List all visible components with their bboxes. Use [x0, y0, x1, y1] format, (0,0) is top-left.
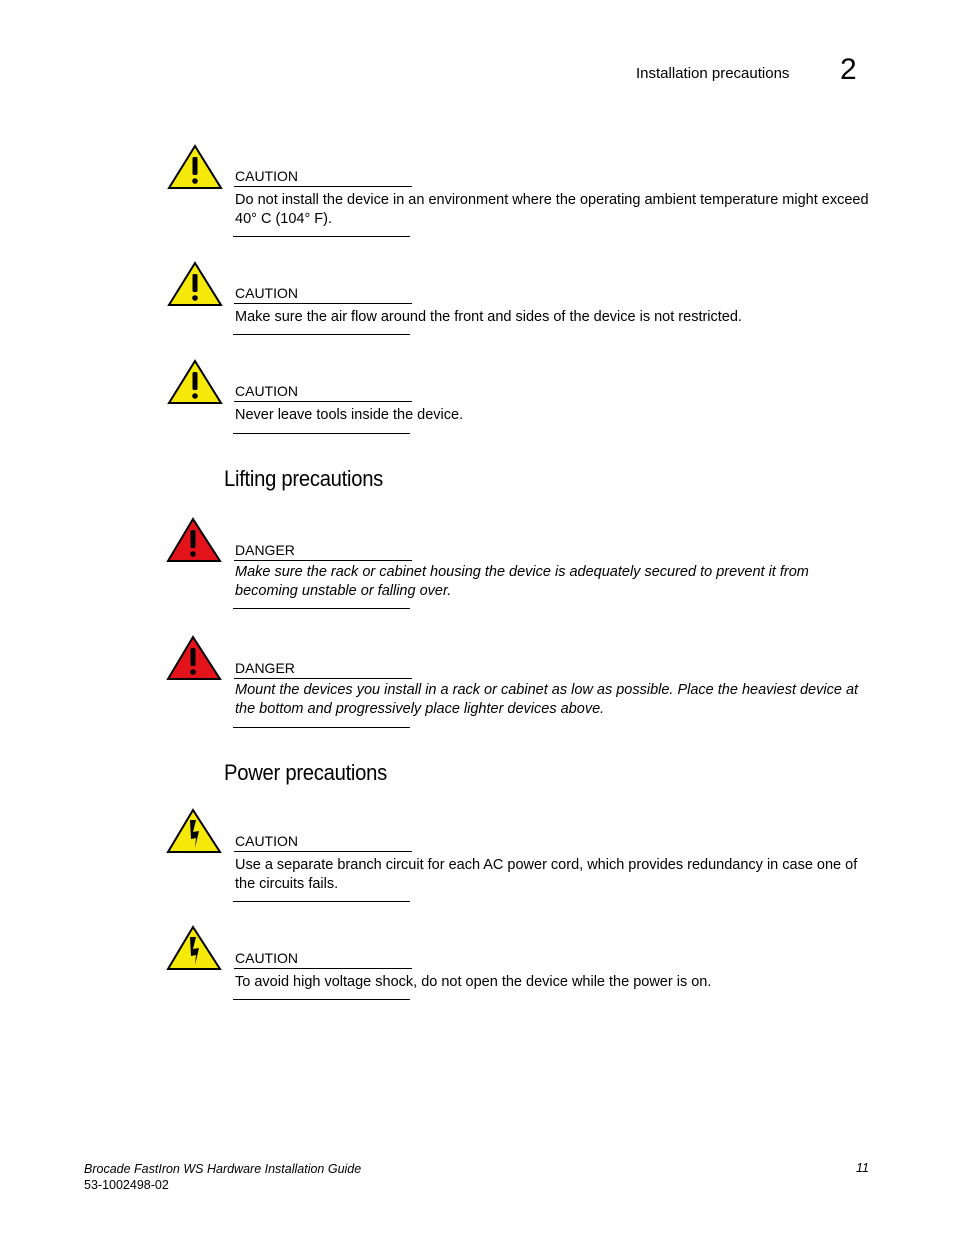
caution-triangle-icon [166, 359, 224, 405]
notice-text: Do not install the device in an environment where the operating ambient temperature might exceed 40° C (104° F). [235, 192, 869, 227]
section-heading-lifting: Lifting precautions [224, 466, 384, 491]
caution-triangle-icon [166, 144, 224, 190]
notice-label: CAUTION [235, 833, 298, 849]
notice-text: Use a separate branch circuit for each AC power cord, which provides redundancy in case one of the circuits fails. [235, 857, 858, 892]
notice-text: Never leave tools inside the device. [235, 407, 464, 423]
footer-document-info [84, 1161, 361, 1193]
danger-triangle-icon [166, 635, 224, 681]
electrical-hazard-icon [166, 808, 224, 854]
label-rule [234, 678, 412, 679]
notice-bottom-rule [233, 901, 410, 902]
notice-text: Make sure the rack or cabinet housing the device is adequately secured to prevent it from becoming unstable or falling over. [235, 564, 809, 599]
caution-triangle-icon [166, 261, 224, 307]
notice-bottom-rule [233, 727, 410, 728]
label-rule [234, 401, 412, 402]
notice-label: CAUTION [235, 168, 298, 184]
footer-doc-title: Brocade FastIron WS Hardware Installation Guide [84, 1162, 362, 1176]
label-rule [234, 186, 412, 187]
notice-label: CAUTION [235, 285, 298, 301]
notice-text: Mount the devices you install in a rack or cabinet as low as possible. Place the heaviest device at the bottom and progressively place lighter devices above. [235, 682, 859, 717]
footer-doc-number: 53-1002498-02 [84, 1178, 169, 1192]
chapter-number: 2 [840, 53, 857, 86]
notice-bottom-rule [233, 608, 410, 609]
notice-bottom-rule [233, 334, 410, 335]
label-rule [234, 851, 412, 852]
notice-label: CAUTION [235, 950, 298, 966]
section-heading-power: Power precautions [224, 760, 387, 785]
notice-bottom-rule [233, 433, 410, 434]
page-number: 11 [856, 1161, 869, 1175]
notice-text: To avoid high voltage shock, do not open the device while the power is on. [235, 974, 712, 990]
running-header-title: Installation precautions [636, 65, 790, 82]
notice-bottom-rule [233, 999, 410, 1000]
label-rule [234, 968, 412, 969]
danger-triangle-icon [166, 517, 224, 563]
notice-text: Make sure the air flow around the front and sides of the device is not restricted. [235, 309, 742, 325]
electrical-hazard-icon [166, 925, 224, 971]
label-rule [234, 303, 412, 304]
notice-label: CAUTION [235, 383, 298, 399]
label-rule [234, 560, 412, 561]
notice-label: DANGER [235, 542, 295, 558]
notice-label: DANGER [235, 660, 295, 676]
notice-bottom-rule [233, 236, 410, 237]
